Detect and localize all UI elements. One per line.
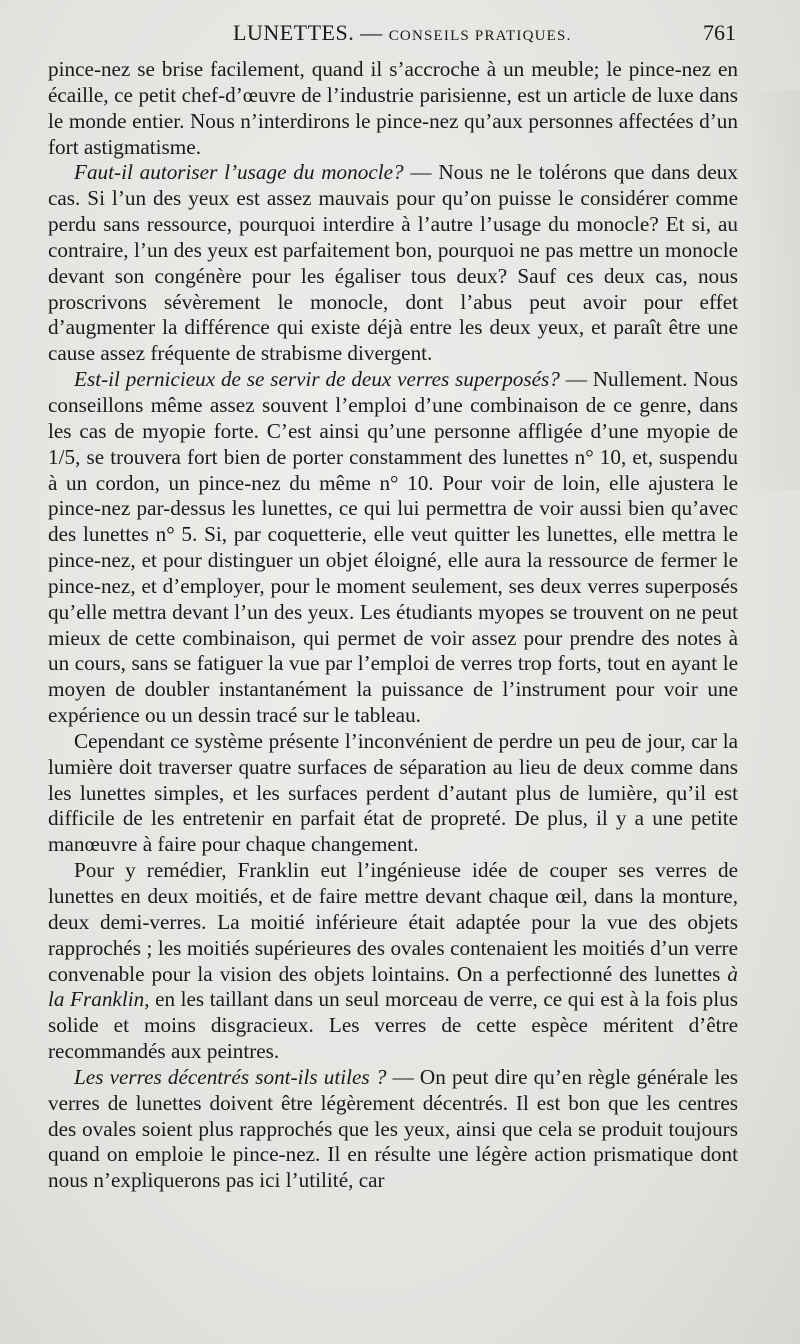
page-body: [48, 57, 738, 1194]
paragraph-text: — Nullement. Nous conseillons même assez souvent l’emploi d’une combinaison de ce genre, dans les cas de myopie forte. C’est ainsi qu’une personne affligée d’une myopie de 1/5, se trouvera fort bien de porter constamment des lunettes n° 10, et, suspendu à un cordon, un pince-nez du même n° 10. Pour voir de loin, elle ajustera le pince-nez par-dessus les lunettes, ce qui lui permettra de voir aussi bien qu’avec des lunettes n° 5. Si, par coquetterie, elle veut quitter les lunettes, elle mettra le pince-nez, et pour distinguer un objet éloigné, elle aura la ressource de fermer le pince-nez, et d’employer, pour le moment seulement, ses deux verres superposés qu’elle mettra devant l’un des yeux. Les étudiants myopes se trouvent on ne peut mieux de cette combinaison, qui permet de voir assez pour prendre des notes à un cours, sans se fatiguer la vue par l’emploi de verres trop forts, tout en ayant le moyen de doubler instantanément la puissance de l’instrument pour voir une expérience ou un dessin tracé sur le tableau.: [48, 367, 739, 728]
header-title-group: [233, 20, 572, 46]
paragraph-text: Pour y remédier, Franklin eut l’ingénieuse idée de couper ses verres de lunettes en deux moitiés, et de faire mettre devant chaque œil, dans la monture, deux demi-verres. La moitié inférieure était adaptée pour la vue des objets rapprochés ; les moitiés supérieures des ovales contenaient les moitiés d’un verre convenable pour la vision des objets lointains. On a perfectionné des lunettes: [48, 858, 738, 986]
header-subtitle: CONSEILS PRATIQUES.: [388, 28, 572, 44]
paragraph-monocle: [48, 160, 738, 367]
paragraph-decentered: [48, 1065, 738, 1194]
paragraph-text: Cependant ce système présente l’inconvénient de perdre un peu de jour, car la lumière doit traverser quatre surfaces de séparation au lieu de deux comme dans les lunettes simples, et les surfaces perdent d’autant plus de lumière, qu’il est difficile de les entretenir en parfait état de propreté. De plus, il y a une petite manœuvre à faire pour chaque changement.: [48, 728, 738, 857]
paragraph-lead-question: Les verres décentrés sont-ils utiles ?: [74, 1064, 387, 1089]
paragraph-superposed-glasses: [48, 367, 738, 729]
paragraph-italic-phrase: à la Franklin: [48, 961, 738, 1012]
paragraph-text: — Nous ne le tolérons que dans deux cas. Si l’un des yeux est assez mauvais pour qu’on puisse le considérer comme perdu sans ressource, pourquoi interdire à l’autre l’usage du monocle? Et si, au contraire, l’un des yeux est parfaitement bon, pourquoi ne pas mettre un monocle devant son congénère pour les égaliser tous deux? Sauf ces deux cas, nous proscrivons sévèrement le monocle, dont l’abus peut avoir pour effet d’augmenter la différence qui existe déjà entre les deux yeux, et paraît être une cause assez fréquente de strabisme divergent.: [48, 160, 738, 366]
header-dash: —: [360, 20, 383, 45]
page-shadow: [740, 90, 800, 490]
paragraph-text: pince-nez se brise facilement, quand il s’accroche à un meuble; le pince-nez en écaille, ce petit chef-d’œuvre de l’industrie parisienne, est un article de luxe dans le monde entier. Nous n’interdirons le pince-nez qu’aux personnes affectées d’un fort astigmatisme.: [48, 57, 738, 159]
paragraph-text: — On peut dire qu’en règle générale les verres de lunettes doivent être légèrement décentrés. Il est bon que les centres des ovales soient plus rapprochés que les yeux, ainsi que cela se produit toujours quand on emploie le pince-nez. Il en résulte une légère action prismatique dont nous n’expliquerons pas ici l’utilité, car: [48, 1064, 738, 1193]
running-header: [48, 20, 738, 50]
paragraph-lead-question: Faut-il autoriser l’usage du monocle?: [74, 160, 404, 185]
header-title: LUNETTES.: [233, 20, 355, 45]
paragraph-text: , en les taillant dans un seul morceau de verre, ce qui est à la fois plus solide et moins disgracieux. Les verres de cette espèce méritent d’être recommandés aux peintres.: [48, 987, 738, 1064]
paragraph-lead-question: Est-il pernicieux de se servir de deux verres superposés?: [74, 367, 560, 392]
page-number: 761: [703, 20, 736, 45]
paragraph-franklin: [48, 858, 738, 1065]
paragraph-continuation: [48, 57, 738, 160]
paragraph-inconvenience: [48, 729, 738, 858]
